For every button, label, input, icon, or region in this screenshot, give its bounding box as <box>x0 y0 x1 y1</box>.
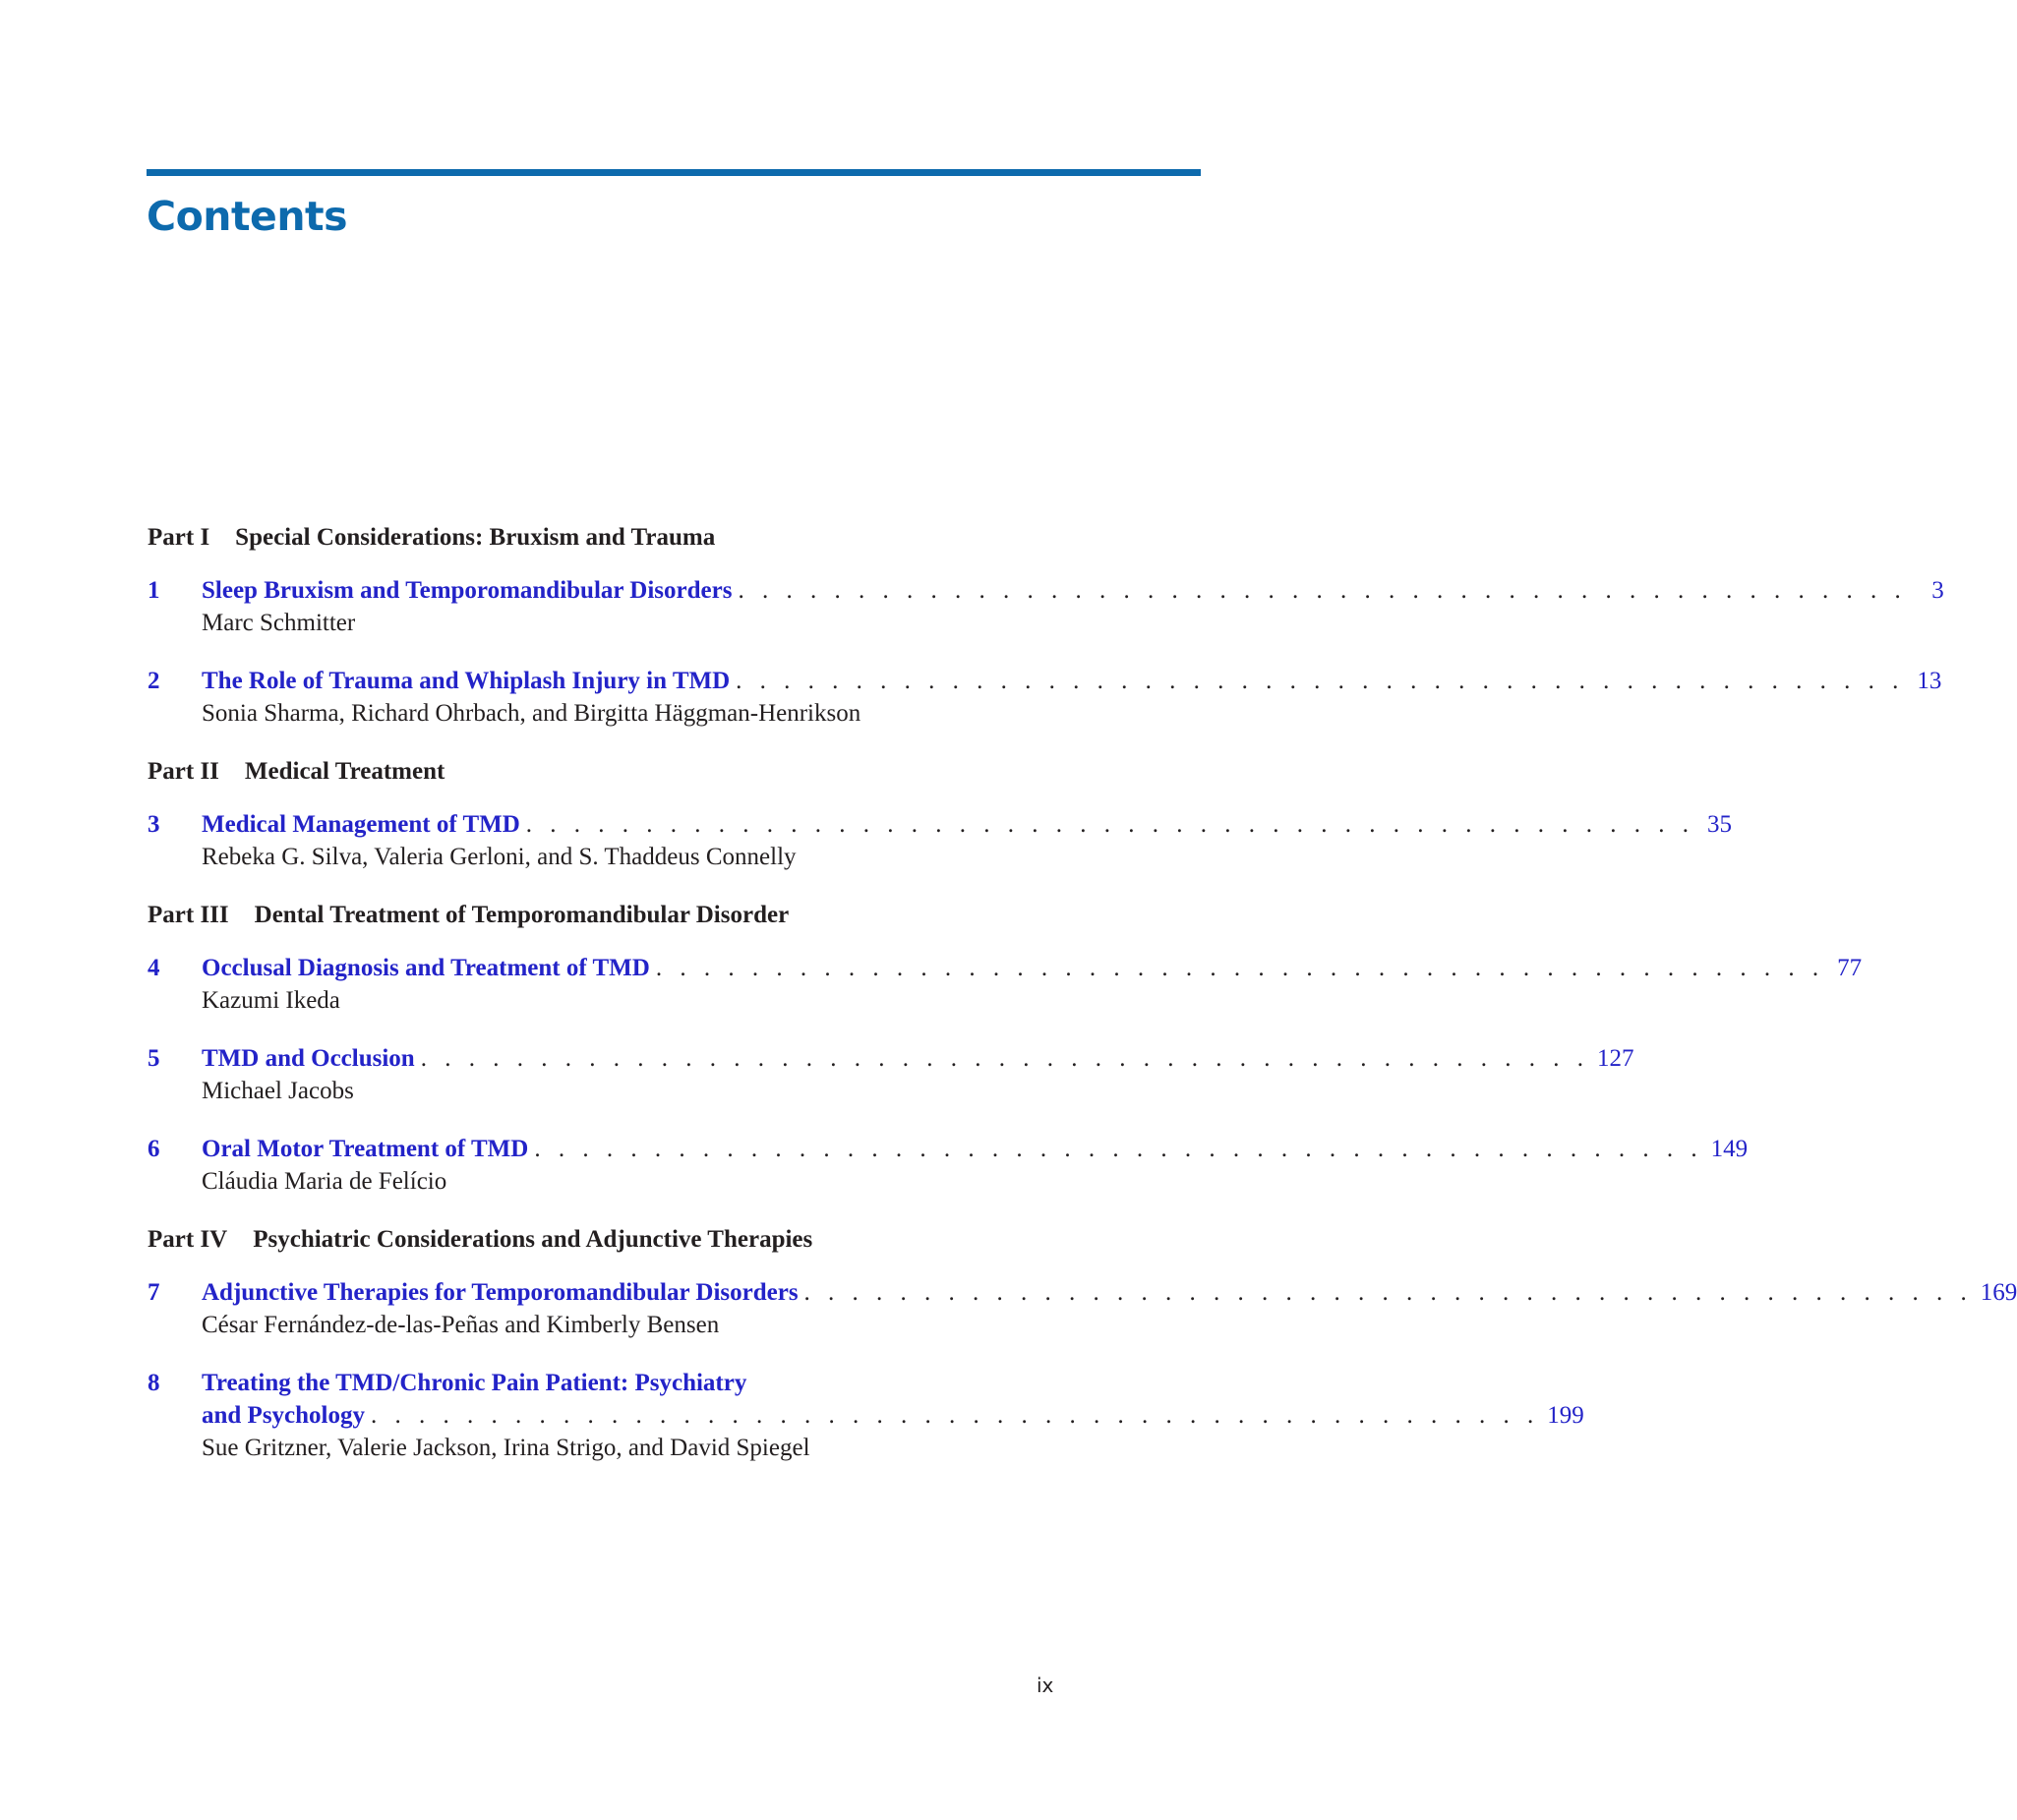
page-number-link[interactable]: 35 <box>1707 811 1733 838</box>
chapter-number: 1 <box>148 577 160 604</box>
leader-dots: . . . . . . . . . . . . . . . . . . . . . . . . . . . . . . . . . . . . . . . . . . . . . . . . . <box>738 577 1907 604</box>
page-number-link[interactable]: 3 <box>1931 577 1944 604</box>
chapter-title-link[interactable]: Adjunctive Therapies for Temporomandibular Disorders <box>202 1279 799 1306</box>
chapter-title-link[interactable]: and Psychology <box>202 1402 366 1429</box>
chapter-entry[interactable] <box>148 808 1733 873</box>
leader-dots: . . . . . . . . . . . . . . . . . . . . . . . . . . . . . . . . . . . . . . . . . . . . . . . . . <box>420 1045 1589 1072</box>
chapter-entry[interactable] <box>148 952 1863 1017</box>
chapter-title-link[interactable]: Occlusal Diagnosis and Treatment of TMD <box>202 955 650 981</box>
part-heading <box>148 755 1054 789</box>
leader-dots: . . . . . . . . . . . . . . . . . . . . . . . . . . . . . . . . . . . . . . . . . . . . . . . . . <box>525 811 1695 838</box>
page-number-link[interactable]: 127 <box>1596 1045 1634 1072</box>
part-heading <box>148 899 1054 932</box>
chapter-authors: Sue Gritzner, Valerie Jackson, Irina Strigo, and David Spiegel <box>202 1435 810 1461</box>
leader-dots: . . . . . . . . . . . . . . . . . . . . . . . . . . . . . . . . . . . . . . . . . . . . . . . . . <box>371 1402 1540 1429</box>
chapter-title-link[interactable]: Sleep Bruxism and Temporomandibular Disorders <box>202 577 733 604</box>
chapter-number: 8 <box>148 1370 160 1396</box>
chapter-entry[interactable] <box>148 665 1942 730</box>
table-of-contents <box>148 521 2017 1490</box>
page-number-link[interactable]: 149 <box>1710 1136 1749 1162</box>
part-title: Psychiatric Considerations and Adjunctive Therapies <box>253 1226 813 1253</box>
chapter-number: 6 <box>148 1136 160 1162</box>
part-label: Part III <box>148 902 229 928</box>
chapter-title-link[interactable]: Oral Motor Treatment of TMD <box>202 1136 529 1162</box>
chapter-title-link[interactable]: The Role of Trauma and Whiplash Injury in TMD <box>202 668 731 694</box>
chapter-authors: Rebeka G. Silva, Valeria Gerloni, and S. Thaddeus Connelly <box>202 844 797 870</box>
chapter-authors: Marc Schmitter <box>202 610 356 636</box>
part-title: Medical Treatment <box>244 758 445 785</box>
chapter-number: 7 <box>148 1279 160 1306</box>
part-label: Part IV <box>148 1226 228 1253</box>
page-number-link[interactable]: 13 <box>1917 668 1942 694</box>
leader-dots: . . . . . . . . . . . . . . . . . . . . . . . . . . . . . . . . . . . . . . . . . . . . . . . . . <box>736 668 1905 694</box>
chapter-number: 3 <box>148 811 160 838</box>
top-rule <box>147 169 1201 176</box>
leader-dots: . . . . . . . . . . . . . . . . . . . . . . . . . . . . . . . . . . . . . . . . . . . . . . . . . <box>655 955 1825 981</box>
leader-dots: . . . . . . . . . . . . . . . . . . . . . . . . . . . . . . . . . . . . . . . . . . . . . . . . . <box>803 1279 1973 1306</box>
chapter-title-link[interactable]: Medical Management of TMD <box>202 811 520 838</box>
chapter-authors: Cláudia Maria de Felício <box>202 1168 447 1195</box>
chapter-authors: Kazumi Ikeda <box>202 987 340 1014</box>
chapter-title-link[interactable]: TMD and Occlusion <box>202 1045 415 1072</box>
chapter-authors: César Fernández-de-las-Peñas and Kimberly Bensen <box>202 1312 720 1338</box>
page-number-link[interactable]: 77 <box>1837 955 1863 981</box>
part-label: Part I <box>148 524 210 551</box>
part-heading <box>148 1223 1054 1257</box>
chapter-entry[interactable] <box>148 1276 2017 1341</box>
chapter-authors: Michael Jacobs <box>202 1078 354 1104</box>
leader-dots: . . . . . . . . . . . . . . . . . . . . . . . . . . . . . . . . . . . . . . . . . . . . . . . . . <box>534 1136 1703 1162</box>
chapter-number: 4 <box>148 955 160 981</box>
part-title: Special Considerations: Bruxism and Trauma <box>235 524 716 551</box>
part-title: Dental Treatment of Temporomandibular Disorder <box>254 902 790 928</box>
part-heading <box>148 521 1054 555</box>
page-title: Contents <box>147 193 348 240</box>
page-number-link[interactable]: 199 <box>1547 1402 1584 1429</box>
chapter-title-link-line1[interactable]: Treating the TMD/Chronic Pain Patient: Psychiatry <box>202 1370 747 1396</box>
page-number-link[interactable]: 169 <box>1980 1279 2017 1306</box>
chapter-entry[interactable] <box>148 1042 1634 1107</box>
chapter-entry[interactable] <box>148 574 1944 639</box>
page-folio: ix <box>1037 1673 1054 1697</box>
chapter-authors: Sonia Sharma, Richard Ohrbach, and Birgitta Häggman-Henrikson <box>202 700 861 727</box>
chapter-number: 2 <box>148 668 160 694</box>
chapter-entry[interactable] <box>148 1133 1749 1198</box>
chapter-entry[interactable] <box>148 1367 1584 1464</box>
chapter-number: 5 <box>148 1045 160 1072</box>
part-label: Part II <box>148 758 219 785</box>
